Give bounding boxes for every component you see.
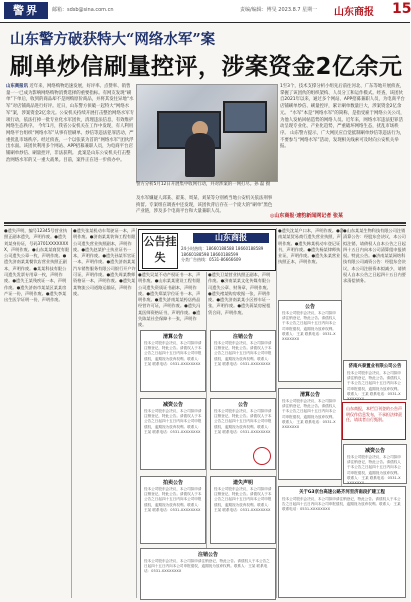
- ad-paper-name: 山东商报: [193, 233, 269, 243]
- page-number: 15: [392, 1, 411, 17]
- monitor-shape: [223, 101, 267, 133]
- notice-text: 经本公司股东会决议，本公司拟申请注销登记，特此公告。请债权人于本公告之日起四十五日内向本公司申报债权，逾期视为放弃权利。联系人：王某 联系电话：0531-XXXXXXXX: [144, 341, 202, 366]
- article-column-3: [280, 84, 406, 210]
- email-info: 邮箱：sdsb@sina.com.cn: [52, 7, 114, 13]
- date-info: 责编/编辑：傅旻 2023.8.7 星期一: [240, 7, 318, 13]
- notice-text: 经本公司股东会决议，本公司拟申请注销登记，特此公告。请债权人于本公告之日起四十五日内向本公司申报债权，逾期视为放弃权利。联系人：王某 联系电话：0531-XXXXXXXX: [347, 371, 401, 402]
- notice-title: 清算公告: [162, 334, 183, 340]
- column-divider: [71, 228, 72, 598]
- notice-box: [278, 388, 342, 480]
- photo-caption: 警方分析5月12日开展集中收网行动，并对涉案的一网打尽。孙 磊 摄: [136, 182, 271, 187]
- classified-column: ●遗失吴某不动产权证书一本，声明作废。●山东某某建设工程有限公司遗失资质证书副本，声明作废。●遗失郑某学位证书一本，声明作废。●遗失济南某某药店药品经营许可证，声明作废。●遗失冯某医师资格证书，声明作废。●遗失陈某社会保障卡一张，声明作废。: [138, 272, 201, 328]
- article-headline: 刷单炒信刷量控评，涉案资金2亿余元: [10, 54, 403, 80]
- notice-text: 经本公司股东会决议，本公司拟申请注销登记，特此公告。请债权人于本公告之日起四十五日内向本公司申报债权，逾期视为放弃权利。联系人：王某 联系电话：0531-XXXXXXXX: [282, 497, 401, 512]
- notice-box: [140, 398, 206, 470]
- classified-column: ●山东某某生物科技有限公司注销清算公告：经股东会决议，本公司拟注销，请债权人自本公告之日起四十五日内向本公司清算组申报债权。特此公告。●济南某某网络科技有限公司减资公告：经股东会决议，本公司注册资本拟减少，请债权人自本公告之日起四十五日内要求清偿债务。: [343, 228, 406, 284]
- brand-name: 山东商报: [334, 7, 374, 18]
- notice-title: 公告: [304, 304, 315, 310]
- ad-phones: 24小时热线：18660188588 18660188589 18660188598 18660188599: [181, 246, 264, 257]
- news-photo: [136, 84, 278, 182]
- article-lead: 山东商报讯: [6, 84, 28, 89]
- notice-box: [140, 548, 276, 600]
- article-paragraph: 近年来，网络购物迅速发展，好评率、点赞率、销售量一一已成为影响网络购物消费选择的重要指标。有网友发现“刷单”下单后，收到的商品却不是网购原价商品，并将其发往异地“水军”对店铺商品进行好评。近日，山东警方侦破一起特大“网络水军”案，涉案资金2亿余元。公安机关持续开展打击整治网络水军专项行动，依法打掉一批专业化水军团伙，清理违法信息，有效维护网络生态秩序。: [6, 84, 135, 130]
- article-column-2: 及水军嫌疑人邱某、翟某、周某、刘某等分别被当地公安机关依法刑事拘留。专案组在调查中还发现，该团伙背后存在一个庞大的“刷单”黑色产业链，涉及多个电商平台和大量兼职人员。: [136, 196, 273, 215]
- classified-column: ●遗失沈某户口本，声明作废。●济南某某贸易商行遗失营业执照，声明作废。●遗失韩某机动车登记证书，声明作废。●遗失杨某律师执业证，声明作废。●遗失朱某营业执照正本，声明作废。: [278, 228, 344, 265]
- notice-text: 经本公司股东会决议，本公司拟申请注销登记，特此公告。请债权人于本公告之日起四十五日内向本公司申报债权，逾期视为放弃权利。联系人：王某 联系电话：0531-XXXXXXXX: [144, 409, 202, 434]
- notice-box: [210, 330, 276, 392]
- column-divider: [136, 228, 137, 598]
- notice-title: 济南兴泰置业有限公司公告: [348, 364, 402, 369]
- notice-box: [210, 476, 276, 544]
- notice-text: 经本公司股东会决议，本公司拟申请注销登记，特此公告。请债权人于本公告之日起四十五日内向本公司申报债权，逾期视为放弃权利。联系人：王某 联系电话：0531-XXXXXXXX: [347, 455, 401, 486]
- column-divider: [276, 228, 277, 598]
- notice-text: 经本公司股东会决议，本公司拟申请注销登记，特此公告。请债权人于本公告之日起四十五日内向本公司申报债权，逾期视为放弃权利。联系人：王某 联系电话：0531-XXXXXXXX: [282, 311, 336, 342]
- notice-text: 经本公司股东会决议，本公司拟申请注销登记，特此公告。请债权人于本公告之日起四十五日内向本公司申报债权，逾期视为放弃权利。联系人：王某 联系电话：0531-XXXXXXXX: [282, 399, 336, 430]
- notice-text: 经本公司股东会决议，本公司拟申请注销登记，特此公告。请债权人于本公告之日起四十五日内向本公司申报债权，逾期视为放弃权利。联系人：王某 联系电话：0531-XXXXXXXX: [144, 487, 202, 512]
- notice-box: [278, 486, 406, 598]
- notice-text: 经本公司股东会决议，本公司拟申请注销登记，特此公告。请债权人于本公告之日起四十五日内向本公司申报债权，逾期视为放弃权利。联系人：王某 联系电话：0531-XXXXXXXX: [214, 341, 272, 366]
- article-paragraph: 此案是山东公安机关打击整治网络水军的又一重大战果。目前，案件正在进一步侦办中。: [6, 151, 131, 163]
- divider-rule: [4, 225, 406, 226]
- notice-box: [343, 444, 407, 484]
- article-paragraph: 今年1月，我省公安机关在工作中发现，有人利用网络平台组织“网络水军”从事有偿刷单、炒信等违法犯罪活动，严重扰乱市场秩序。经过侦查，一个以张某为首的“网络水军”团伙浮出水面。该团伙利用多个网站、APP招募兼职人员，为电商平台店铺刷单炒信、刷量控评，非法获利。: [6, 124, 134, 157]
- ad-header-box: [138, 229, 276, 271]
- notice-title: 关于G3京台高速公路齐河至济南段扩建工程: [299, 490, 385, 495]
- notice-title: 减资公告: [364, 448, 385, 454]
- person-body-shape: [185, 133, 215, 177]
- official-seal: [253, 447, 271, 465]
- article-paragraph: “水军”本是“网络水军”的简称，是指受雇于网络公关公司，为他人发帖回帖造势的网络人员。近年来，网络水军违法犯罪活动呈现专业化、产业化趋势，严重破坏网络生态，扰乱市场秩序。: [280, 110, 405, 136]
- classified-column: ●遗失声明，编号12345号营业执照正副本遗失，声明作废。●遗失刘某身份证，号码3701XXXXXXXX，声明作废。●山东某某商贸有限公司遗失公章一枚，声明作废。●遗失济南某某餐饮店营业执照正副本，声明作废。●某某科技有限公司遗失发票专用章一枚，声明作废。●遗失王某残疾证一本，声明作废。●遗失济南市某某区某某房产证一份，声明作废。●遗失李某出生医学证明一份，声明作废。: [4, 228, 70, 303]
- notice-box: [140, 476, 206, 544]
- section-label: 警界: [4, 2, 48, 19]
- notice-title: 清算公告: [299, 392, 320, 398]
- ad-phone-lines: [181, 246, 273, 263]
- classified-column: ●遗失张某机动车驾驶证一本，声明作废。●济南某某装饰工程有限公司遗失营业执照副本，声明作废。●遗失赵某护士执业证书一本，声明作废。●遗失孙某军官证一本，声明作废。●遗失济南某某汽车销售服务有限公司银行开户许可证，声明作废。●遗失周某教师资格证一本，声明作废。●遗失某某物流公司道路运输证，声明作废。: [73, 228, 136, 296]
- article-kicker: 山东警方破获特大“网络水军”案: [10, 31, 216, 48]
- notice-box: [278, 300, 342, 382]
- disclaimer-box: [342, 402, 406, 440]
- notice-box: [343, 360, 407, 400]
- masthead: [0, 0, 410, 23]
- notice-box: [210, 398, 276, 470]
- notice-badge: 公告挂失: [142, 233, 178, 269]
- notice-text: 经本公司股东会决议，本公司拟申请注销登记，特此公告。请债权人于本公告之日起四十五日内向本公司申报债权，逾期视为放弃权利。联系人：王某 联系电话：0531-XXXXXXXX: [214, 409, 272, 434]
- notice-title: 减资公告: [162, 402, 183, 408]
- article-paragraph: 山东警方提示，广大网民应自觉抵制刷单炒信等违法行为，不要参与“网络水军”活动，发现相关线索可及时向公安机关举报。: [280, 130, 405, 150]
- notice-title: 遗失声明: [232, 480, 253, 486]
- notice-title: 注销公告: [232, 334, 253, 340]
- reporter-credit: ◎山东商报·速豹新闻网记者 张某: [270, 213, 344, 219]
- notice-title: 公告: [237, 402, 248, 408]
- notice-box: [140, 330, 206, 392]
- article-column-1: [6, 84, 134, 220]
- notice-text: 经本公司股东会决议，本公司拟申请注销登记，特此公告。请债权人于本公告之日起四十五日内向本公司申报债权，逾期视为放弃权利。联系人：王某 联系电话：0531-XXXXXXXX: [214, 487, 272, 512]
- notice-title: 注销公告: [197, 552, 218, 558]
- classified-column: ●遗失卫某营业执照正副本，声明作废。●济南某某文化传媒有限公司遗失公章、财务章，声明作废。●遗失褚某购房收据一张，声明作废。●遗失济南某某小区停车证一张，声明作废。●遗失蒋某房屋租赁合同，声明作废。: [208, 272, 271, 315]
- ad-service: 分类广告热线：0531-86666609: [181, 257, 241, 262]
- notice-text: 经本公司股东会决议，本公司拟申请注销登记，特此公告。请债权人于本公告之日起四十五日内向本公司申报债权，逾期视为放弃权利。联系人：王某 联系电话：0531-XXXXXXXX: [144, 559, 270, 574]
- notice-title: 拍卖公告: [162, 480, 183, 486]
- article-paragraph: 1至3个，技术支撑分析小组先后前往河北、广东等地开展侦查，掌握了该团伙的组织架构、人员分工和运作模式。经查，该团伙自2021年以来，通过多个网站、APP招募兼职人员，为电商平台店铺刷单炒信、刷量控评，累计刷单数量巨大，涉案资金2亿余元。: [280, 84, 405, 116]
- disclaimer-text: 山东商报，本栏目刊登的公告声明仅作信息发布，不承担法律责任，请读者自行甄别。: [346, 406, 402, 422]
- divider-rule: [4, 222, 406, 224]
